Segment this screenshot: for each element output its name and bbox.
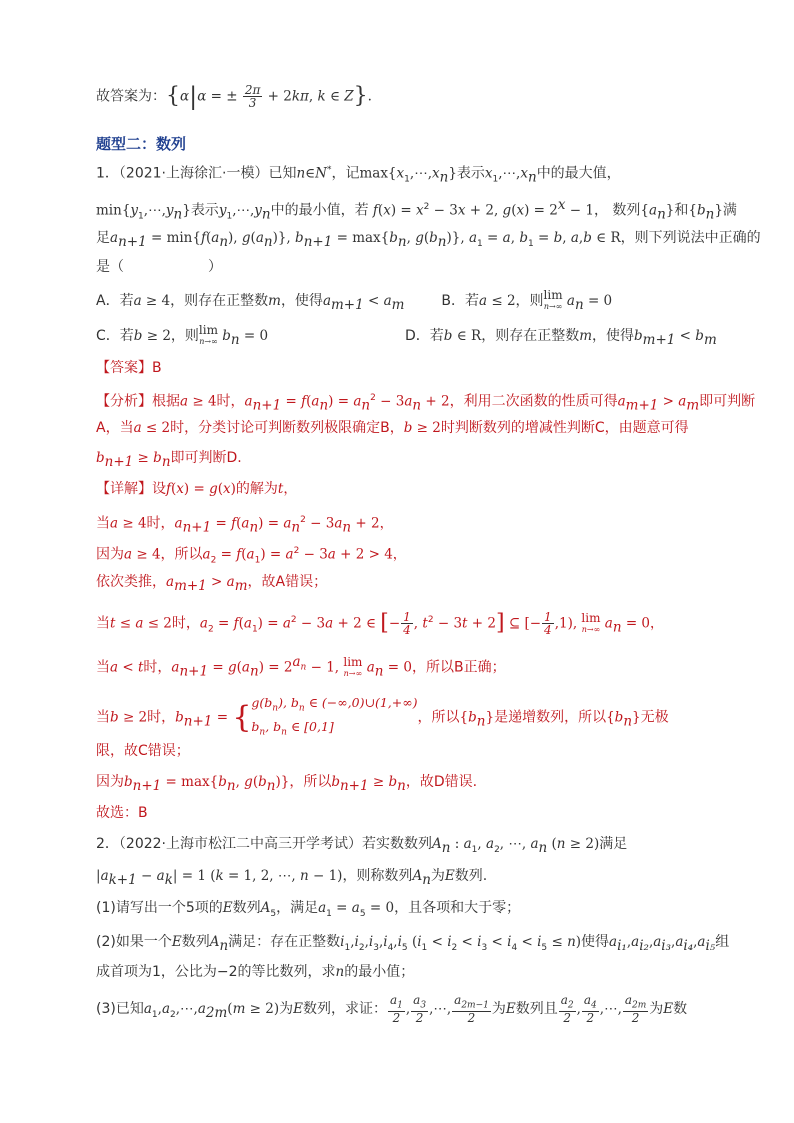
- options-cd: [96, 323, 717, 350]
- detail-line-8: 限，故C错误；: [96, 743, 190, 759]
- detail-line-7: 当b ≥ 2时，$b_{n+1} = \{g(b_n)$, $b_n$ ∈ (−∞,0)∪(1,+∞) $b_n$, $b_n$ ∈ [0,1]，所以$\{b_n\}$是递增数列，所以$\{b_n\}$无极: [96, 695, 669, 737]
- detail-line-4: 依次类推，$a_{m+1} > a_m$，故A错误；: [96, 574, 328, 594]
- analysis-line-1: 【分析】根据a ≥ 4时，$a_{n+1} = f(a_n) = a_n^2 - 3a_n + 2$，利用二次函数的性质可得$a_{m+1} > a_m$即可判断: [96, 393, 756, 414]
- answer-label: 故答案为：: [96, 88, 166, 105]
- q1-line-4: 是（ ）: [96, 259, 222, 275]
- analysis-line-2: A，当a ≤ 2时，分类讨论可判断数列极限确定B，b ≥ 2时判断数列的增减性判断C，由题意可得: [96, 420, 689, 436]
- q2-part-3: (3)已知$a_1,a_2,\cdots,a_{2m}(m \ge 2)$为E数列，求证： $\frac{a_1}{2}$ , $\frac{a_3}{2}$ ,⋯, $\frac{a_{2m-1}}{2}$ 为E数列且 $\frac{a_2}{2}$ , $\frac{a_4}{2}$ ,⋯, $\frac{a_{2m}}{2}$ 为E数: [96, 993, 688, 1026]
- choose-line: 故选：B: [96, 805, 148, 821]
- answer-line: 故答案为：{α|α = ± $\frac{2\pi}{3}$ + 2kπ, k ∈ Z}.: [96, 82, 372, 111]
- option-c[interactable]: C．若b ≥ 2，则lim n→∞ $b_n = 0$: [96, 323, 269, 348]
- detail-line-1: 【详解】设f(x) = g(x)的解为t，: [96, 481, 297, 497]
- option-a[interactable]: A．若a ≥ 4，则存在正整数m，使得$a_{m+1} < a_m$: [96, 293, 405, 313]
- q2-part-2: (2)如果一个E数列$A_n$满足：存在正整数$i_1,i_2,i_3,i_4,i_5$ $(i_1 < i_2 < i_3 < i_4 < i_5 \le n)$使得$a_{i_1},a_{i_2},a_{i_3},a_{i_4},a_{i_5}$组: [96, 934, 730, 954]
- detail-line-2: 当a ≥ 4时，$a_{n+1} = f(a_n) = a_n^2 - 3a_n + 2$，: [96, 515, 394, 536]
- detail-line-5: 当t ≤ a ≤ 2时，$a_2 = f(a_1) = a^2 - 3a + 2$ ∈ [− $\frac{1}{4}$ , $t^2 - 3t + 2$] ⊆ [− $\frac{1}{4}$ ,1), lim n→∞ $a_n = 0$，: [96, 610, 664, 638]
- q2-part-2b: 成首项为1，公比为−2的等比数列，求n的最小值；: [96, 964, 415, 980]
- q1-line-2: $\min\{y_1,\cdots,y_n\}$表示$y_1,\cdots,y_n$中的最小值，若 $f(x) = x^2 - 3x + 2$, $g(x) = 2^x - 1$， 数列$\{a_n\}$和$\{b_n\}$满: [96, 197, 737, 223]
- options-ab: [96, 290, 704, 315]
- q1-line-3: 足$a_{n+1} = \min\{f(a_n)$, $g(a_n)$}, $b_{n+1} = \max\{b_n$, $g(b_n)$}, $a_1 = a$, $b_1 = b$, a,b ∈ R，则下列说法中正确的: [96, 230, 761, 250]
- analysis-line-3: $b_{n+1} \ge b_n$即可判断D.: [96, 450, 242, 470]
- detail-line-6: 当a < t时，$a_{n+1} = g(a_n) = 2^{a_n} - 1$, lim n→∞ $a_n = 0$，所以B正确；: [96, 654, 506, 680]
- q2-part-1: (1)请写出一个5项的E数列$A_5$，满足$a_1 = a_5 = 0$，且各项和大于零；: [96, 900, 521, 919]
- q2-line-2: $|a_{k+1} - a_k| = 1$ (k = 1, 2, ⋯, n − 1)，则称数列$A_n$为E数列.: [96, 868, 488, 888]
- q2-line-1: 2．（2022·上海市松江二中高三开学考试）若实数数列$A_n$ : $a_1$, $a_2$, ⋯, $a_n$ (n ≥ 2)满足: [96, 836, 628, 856]
- answer-tag-line: 【答案】B: [96, 360, 162, 376]
- section-heading: 题型二：数列: [96, 135, 187, 153]
- option-d[interactable]: D．若b ∈ R，则存在正整数m，使得$b_{m+1} < b_m$: [405, 328, 717, 348]
- q1-line-1: 1．（2021·上海徐汇·一模）已知n∈N*，记$\max\{x_1,\cdots,x_n\}$表示$x_1,\cdots,x_n$中的最大值，: [96, 165, 621, 186]
- option-b[interactable]: B．若a ≤ 2，则lim n→∞ $a_n = 0$: [441, 288, 613, 313]
- detail-line-3: 因为a ≥ 4，所以$a_2 = f(a_1) = a^2 - 3a + 2 > 4$，: [96, 546, 407, 566]
- detail-line-9: 因为$b_{n+1} = \max\{b_n$, $g(b_n)$}，所以$b_{n+1} \ge b_n$，故D错误.: [96, 774, 478, 794]
